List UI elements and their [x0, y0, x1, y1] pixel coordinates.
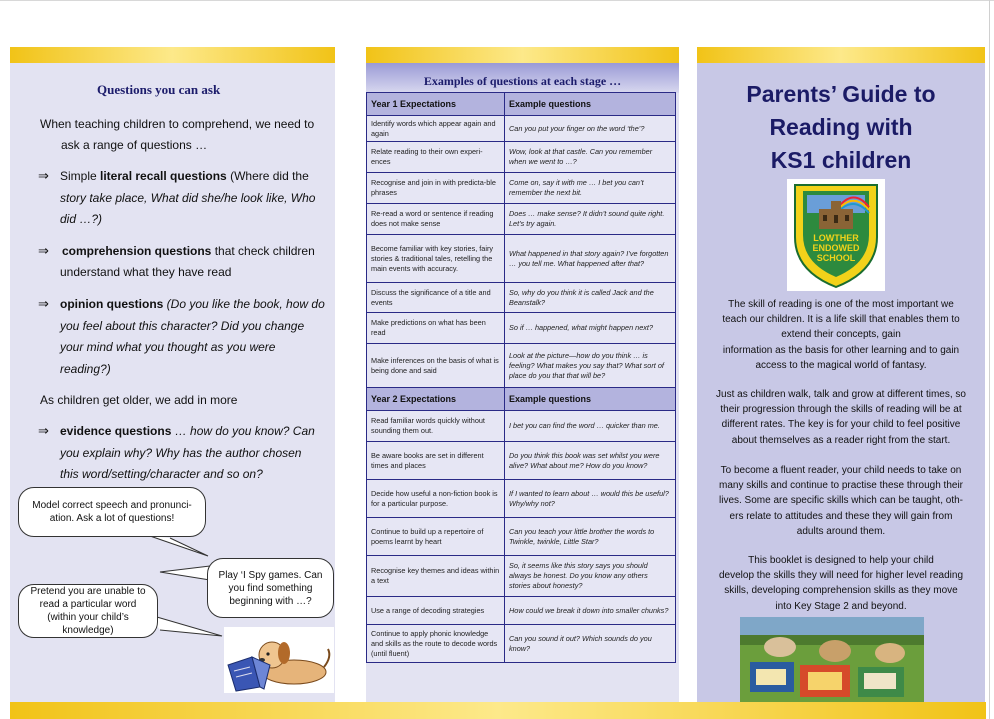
cover-paragraph-4	[706, 553, 976, 614]
children-reading-photo	[740, 617, 924, 702]
example-question-cell: Do you think this book was set whilst you were alive? What about me? How do you know?	[505, 442, 676, 480]
p4-line: This booklet is designed to help your child	[748, 555, 934, 566]
title-line-2: Reading with	[769, 114, 913, 140]
expectations-header: Year 2 Expectations	[367, 388, 505, 411]
expectation-cell: Continue to build up a repertoire of poems learnt by heart	[367, 518, 505, 556]
example-question-cell: So, why do you think it is called Jack and the Beanstalk?	[505, 283, 676, 313]
p2-line: Just as children walk, talk and grow at different times, so	[716, 389, 966, 400]
expectation-cell: Relate reading to their own experi-ences	[367, 142, 505, 173]
cover-paragraph-3	[706, 463, 976, 539]
expectation-cell: Decide how useful a non-fiction book is for a particular purpose.	[367, 480, 505, 518]
expectation-cell: Read familiar words quickly without sounding them out.	[367, 411, 505, 442]
bullet-arrow-icon: ⇒	[38, 296, 49, 311]
table-row	[367, 518, 676, 556]
p1-line: information as the basis for other learning and to gain	[722, 344, 960, 356]
b3-bold: opinion questions	[60, 297, 164, 311]
example-questions-header: Example questions	[505, 93, 676, 116]
right-gold-bar	[697, 47, 985, 63]
b4-rest-1: … how do you know? Can	[171, 424, 315, 438]
table-row	[367, 442, 676, 480]
example-question-cell: Look at the picture—how do you think … is feeling? What makes you say that? What sort of place do you that that will be?	[505, 344, 676, 388]
school-crest-logo	[787, 179, 885, 291]
bullet-comprehension	[62, 241, 315, 263]
expectation-cell: Be aware books are set in different times and places	[367, 442, 505, 480]
expectation-cell: Make inferences on the basis of what is being done and said	[367, 344, 505, 388]
b1-line-3: did …?)	[60, 212, 103, 226]
expectation-cell: Make predictions on what has been read	[367, 313, 505, 344]
b1-pre: Simple	[60, 169, 101, 183]
speech-bubble-i-spy: Play ‘I Spy games. Can you find something beginning with …?	[207, 558, 334, 618]
example-question-cell: Can you teach your little brother the words to Twinkle, twinkle, Little Star?	[505, 518, 676, 556]
p3-line: To become a fluent reader, your child needs to take on	[720, 465, 962, 476]
b3-line-3: your mind what you thought as you were	[60, 340, 276, 354]
table-row	[367, 283, 676, 313]
expectation-cell: Become familiar with key stories, fairy stories & traditional tales, retelling the main events with accuracy.	[367, 235, 505, 283]
p3-line: lives. Some are specific skills which can be taught, oth-	[719, 495, 963, 507]
example-question-cell: Can you put your finger on the word ‘the’?	[505, 116, 676, 142]
b2-bold: comprehension questions	[62, 244, 212, 258]
bullet-literal-recall	[60, 166, 309, 188]
expectation-cell: Identify words which appear again and again	[367, 116, 505, 142]
expectation-cell: Use a range of decoding strategies	[367, 597, 505, 625]
example-question-cell: If I wanted to learn about … would this be useful? Why/why not?	[505, 480, 676, 518]
expectation-cell: Discuss the significance of a title and events	[367, 283, 505, 313]
table-row	[367, 313, 676, 344]
logo-text-2: ENDOWED	[812, 243, 860, 253]
cover-title	[697, 78, 985, 177]
b4-line-3: this word/setting/character and so on?	[60, 467, 263, 481]
expectation-cell: Continue to apply phonic knowledge and skills as the route to decode words (until fluent)	[367, 625, 505, 663]
bullet-arrow-icon: ⇒	[38, 168, 49, 183]
bullet-arrow-icon: ⇒	[38, 243, 49, 258]
example-question-cell: Wow, look at that castle. Can you remember when we went to …?	[505, 142, 676, 173]
example-questions-header: Example questions	[505, 388, 676, 411]
table-row	[367, 480, 676, 518]
cover-paragraph-2	[706, 387, 976, 448]
bottom-gold-bar	[10, 702, 986, 719]
example-question-cell: Come on, say it with me … I bet you can’t remember the next bit.	[505, 173, 676, 204]
p1-line: access to the magical world of fantasy.	[755, 359, 927, 371]
b1-line-2: story take place, What did she/he look like, Who	[60, 191, 316, 205]
bullet-evidence	[60, 421, 315, 443]
p1-line: extend their concepts, gain	[781, 329, 901, 341]
p4-line: develop the skills they will need for higher level reading	[718, 570, 964, 582]
example-question-cell: So if … happened, what might happen next?	[505, 313, 676, 344]
b4-line-2: you explain why? Why has the author chosen	[60, 446, 302, 460]
table-row	[367, 556, 676, 597]
table-header-row	[367, 93, 676, 116]
table-row	[367, 204, 676, 235]
example-question-cell: So, it seems like this story says you should always be honest. Do you know any others stories about honesty?	[505, 556, 676, 597]
table-row	[367, 625, 676, 663]
title-line-3: KS1 children	[770, 147, 912, 173]
p2-line: their progression through the skills of reading will be at	[720, 404, 962, 416]
p3-line: many skills and continue to practise these through their	[718, 480, 964, 492]
example-question-cell: I bet you can find the word … quicker than me.	[505, 411, 676, 442]
example-question-cell: How could we break it down into smaller chunks?	[505, 597, 676, 625]
speech-bubble-model-speech: Model correct speech and pronunci-ation. Ask a lot of questions!	[18, 487, 206, 537]
bullet-arrow-icon: ⇒	[38, 423, 49, 438]
b3-rest-1: (Do you like the book, how do	[163, 297, 325, 311]
example-question-cell: Can you sound it out? Which sounds do you know?	[505, 625, 676, 663]
p3-line: ers relate to attitudes and these they will gain from	[729, 510, 953, 522]
intro-line-1: When teaching children to comprehend, we need to	[40, 117, 315, 131]
middle-gold-bar	[366, 47, 679, 63]
b1-bold: literal recall questions	[100, 169, 227, 183]
intro-line-2: ask a range of questions …	[61, 138, 208, 152]
table-row	[367, 116, 676, 142]
example-question-cell: Does … make sense? It didn’t sound quite right. Let’s try again.	[505, 204, 676, 235]
crest-graphic	[787, 179, 885, 291]
p2-line: different rates. The key is for your child to feel positive	[721, 419, 961, 431]
examples-heading: Examples of questions at each stage …	[423, 74, 622, 88]
b2-rest-1: that check children	[211, 244, 315, 258]
left-gold-bar	[10, 47, 335, 63]
p4-line: into Key Stage 2 and beyond.	[775, 600, 907, 612]
table-row	[367, 411, 676, 442]
table-row	[367, 173, 676, 204]
logo-text-1: LOWTHER	[813, 233, 859, 243]
p4-line: skills, developing comprehension skills as they move	[724, 585, 958, 597]
table-row	[367, 235, 676, 283]
example-question-cell: What happened in that story again? I’ve forgotten … you tell me. What happened after that?	[505, 235, 676, 283]
p1-line: The skill of reading is one of the most important we	[728, 299, 954, 310]
table-row	[367, 142, 676, 173]
table-header-row	[367, 388, 676, 411]
older-line: As children get older, we add in more	[40, 393, 238, 407]
p3-line: adults around them.	[796, 525, 886, 537]
table-row	[367, 597, 676, 625]
questions-heading: Questions you can ask	[97, 82, 221, 97]
p1-line: teach our children. It is a life skill that enables them to	[722, 314, 960, 326]
b4-bold: evidence questions	[60, 424, 172, 438]
cover-paragraph-1	[706, 297, 976, 373]
b2-line-2: understand what they have read	[60, 265, 232, 279]
speech-bubble-pretend: Pretend you are unable to read a particular word (within your child’s knowledge)	[18, 584, 158, 638]
expectations-header: Year 1 Expectations	[367, 93, 505, 116]
title-line-1: Parents’ Guide to	[746, 81, 936, 107]
p2-line: about themselves as a reader right from the start.	[731, 434, 951, 446]
table-row	[367, 344, 676, 388]
puppy-reading-picture	[224, 627, 334, 693]
expectation-cell: Recognise key themes and ideas within a text	[367, 556, 505, 597]
logo-text-3: SCHOOL	[816, 253, 856, 263]
examples-table	[366, 92, 676, 663]
b1-rest-1: (Where did the	[226, 169, 309, 183]
b3-line-2: you feel about this character? Did you change	[60, 319, 305, 333]
bullet-opinion	[60, 294, 325, 316]
b3-line-4: reading?)	[60, 362, 111, 376]
expectation-cell: Recognise and join in with predicta-ble phrases	[367, 173, 505, 204]
page-right-border	[989, 0, 990, 719]
expectation-cell: Re-read a word or sentence if reading does not make sense	[367, 204, 505, 235]
page-top-border	[0, 0, 994, 5]
